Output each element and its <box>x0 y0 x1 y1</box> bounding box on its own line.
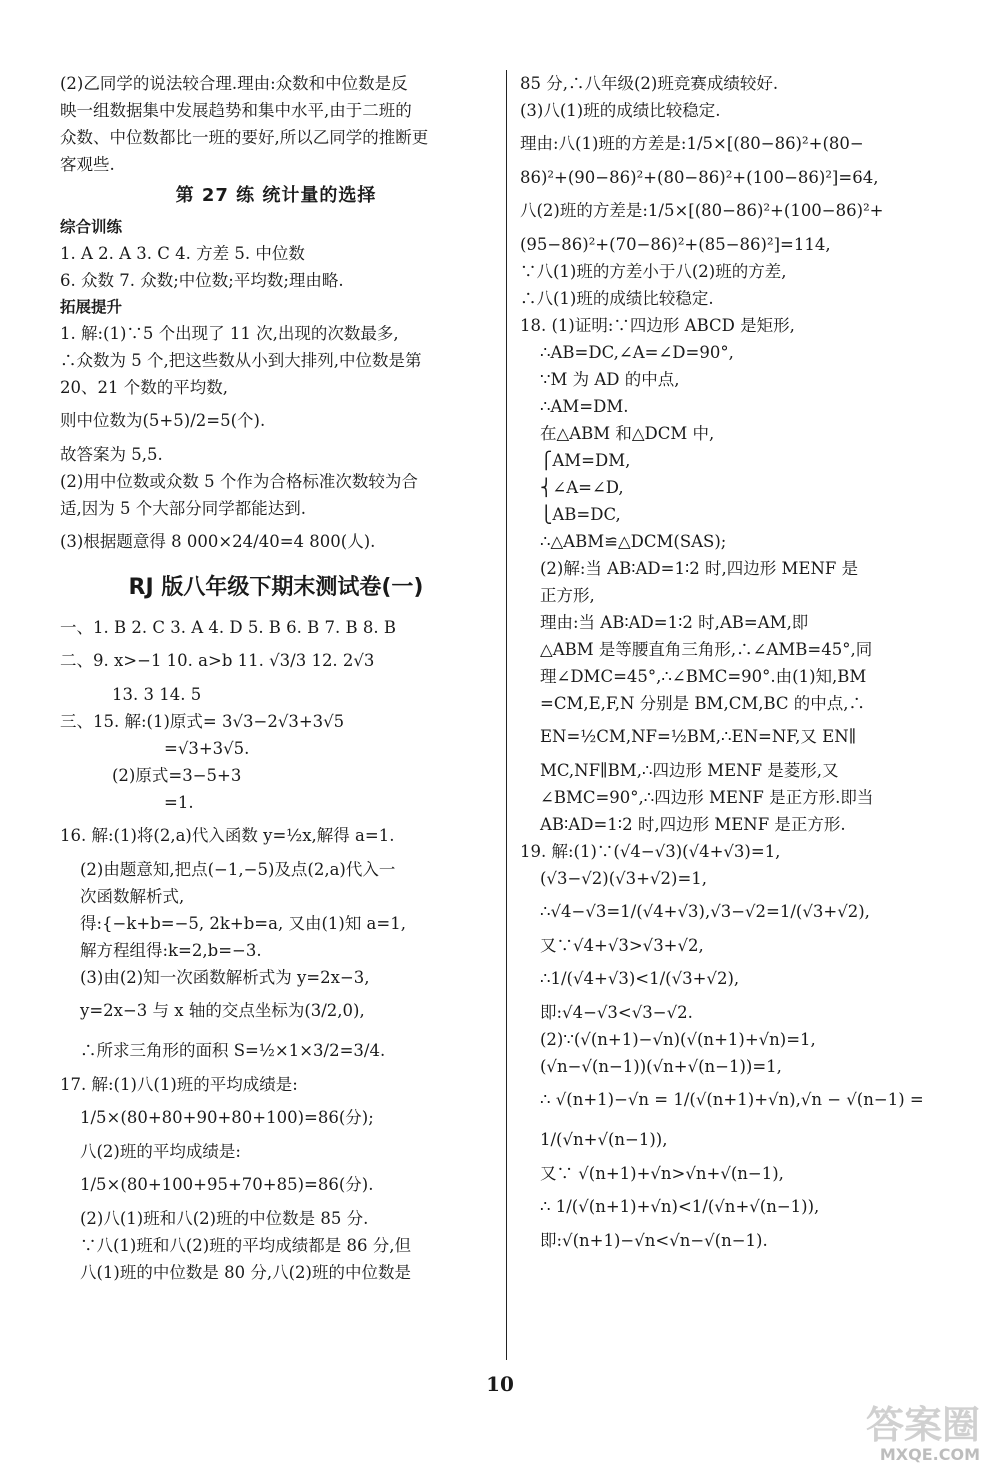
right-line: 又∵ √(n+1)+√n>√n+√(n−1), <box>540 1164 784 1183</box>
right-line: 八(2)班的方差是:1/5×[(80−86)²+(100−86)²+ <box>520 201 884 220</box>
left-line: (2)乙同学的说法较合理.理由:众数和中位数是反 <box>60 74 408 93</box>
left-column <box>60 70 492 1286</box>
right-line: 18. (1)证明:∵四边形 ABCD 是矩形, <box>520 316 795 335</box>
left-line: 17. 解:(1)八(1)班的平均成绩是: <box>60 1075 298 1094</box>
left-line: RJ 版八年级下期末测试卷(一) <box>128 575 424 600</box>
left-line: 则中位数为(5+5)/2=5(个). <box>60 411 266 430</box>
left-line: 客观些. <box>60 155 115 174</box>
right-line: ∴√4−√3=1/(√4+√3),√3−√2=1/(√3+√2), <box>540 902 870 921</box>
left-line: 20、21 个数的平均数, <box>60 378 228 397</box>
left-line: 八(1)班的中位数是 80 分,八(2)班的中位数是 <box>80 1263 411 1282</box>
right-line: 19. 解:(1)∵(√4−√3)(√4+√3)=1, <box>520 842 781 861</box>
right-line: ∵八(1)班的方差小于八(2)班的方差, <box>520 262 787 281</box>
left-line: y=2x−3 与 x 轴的交点坐标为(3/2,0), <box>80 1001 365 1020</box>
right-line: 在△ABM 和△DCM 中, <box>540 424 715 443</box>
left-line: 13. 3 14. 5 <box>112 685 202 704</box>
right-line: ∴ 1/(√(n+1)+√n)<1/(√n+√(n−1)), <box>540 1197 820 1216</box>
right-line: 1/(√n+√(n−1)), <box>540 1130 668 1149</box>
left-line: 1. 解:(1)∵5 个出现了 11 次,出现的次数最多, <box>60 324 399 343</box>
left-line: =√3+3√5. <box>164 739 250 758</box>
left-line: 1/5×(80+80+90+80+100)=86(分); <box>80 1108 374 1127</box>
right-line: EN=½CM,NF=½BM,∴EN=NF,又 EN∥ <box>540 727 857 746</box>
left-line: 1. A 2. A 3. C 4. 方差 5. 中位数 <box>60 244 305 263</box>
right-line: 即:√4−√3<√3−√2. <box>540 1003 693 1022</box>
right-line: ∵M 为 AD 的中点, <box>540 370 680 389</box>
left-line: 二、9. x>−1 10. a>b 11. √3/3 12. 2√3 <box>60 651 375 670</box>
right-line: (95−86)²+(70−86)²+(85−86)²]=114, <box>520 235 831 254</box>
right-line: 正方形, <box>540 586 595 605</box>
left-line: 故答案为 5,5. <box>60 445 163 464</box>
right-line: 即:√(n+1)−√n<√n−√(n−1). <box>540 1231 768 1250</box>
left-line: (2)八(1)班和八(2)班的中位数是 85 分. <box>80 1209 369 1228</box>
right-line: 理由:当 AB∶AD=1∶2 时,AB=AM,即 <box>540 613 809 632</box>
right-line: ∴ √(n+1)−√n = 1/(√(n+1)+√n),√n − √(n−1) = <box>540 1090 924 1109</box>
right-line: MC,NF∥BM,∴四边形 MENF 是菱形,又 <box>540 761 839 780</box>
right-line: △ABM 是等腰直角三角形,∴∠AMB=45°,同 <box>540 640 873 659</box>
left-line: ∴众数为 5 个,把这些数从小到大排列,中位数是第 <box>60 351 422 370</box>
left-line: 映一组数据集中发展趋势和集中水平,由于二班的 <box>60 101 412 120</box>
left-line: 次函数解析式, <box>80 887 185 906</box>
page-number: 10 <box>486 1372 514 1396</box>
right-line: 理由:八(1)班的方差是:1/5×[(80−86)²+(80− <box>520 134 864 153</box>
watermark-url: MXQE.COM <box>879 1445 980 1464</box>
right-line: ∴AB=DC,∠A=∠D=90°, <box>540 343 734 362</box>
right-line: 理∠DMC=45°,∴∠BMC=90°.由(1)知,BM <box>540 667 867 686</box>
right-line: 又∵√4+√3>√3+√2, <box>540 936 704 955</box>
left-line: 适,因为 5 个大部分同学都能达到. <box>60 499 306 518</box>
right-line: ⎩AB=DC, <box>540 505 621 524</box>
right-line: ⎨∠A=∠D, <box>540 478 624 497</box>
left-line: 第 27 练 统计量的选择 <box>175 185 377 206</box>
left-line: 综合训练 <box>60 218 123 236</box>
left-line: 八(2)班的平均成绩是: <box>80 1142 241 1161</box>
column-divider <box>506 70 507 1360</box>
right-line: ∴AM=DM. <box>540 397 629 416</box>
right-line: ∴1/(√4+√3)<1/(√3+√2), <box>540 969 740 988</box>
watermark-logo: 答案圈 <box>865 1403 980 1447</box>
right-line: (3)八(1)班的成绩比较稳定. <box>520 101 721 120</box>
left-line: 16. 解:(1)将(2,a)代入函数 y=½x,解得 a=1. <box>60 826 395 845</box>
right-line: ∠BMC=90°,∴四边形 MENF 是正方形.即当 <box>540 788 874 807</box>
watermark <box>850 1405 980 1467</box>
left-line: ∴所求三角形的面积 S=½×1×3/2=3/4. <box>80 1041 386 1060</box>
left-line: 拓展提升 <box>60 298 123 316</box>
left-line: (3)由(2)知一次函数解析式为 y=2x−3, <box>80 968 370 987</box>
right-line: (2)解:当 AB∶AD=1∶2 时,四边形 MENF 是 <box>540 559 859 578</box>
right-line: ⎧AM=DM, <box>540 451 631 470</box>
left-line: 一、1. B 2. C 3. A 4. D 5. B 6. B 7. B 8. B <box>60 618 397 637</box>
left-line: (3)根据题意得 8 000×24/40=4 800(人). <box>60 532 376 551</box>
left-line: (2)原式=3−5+3 <box>112 766 242 785</box>
left-line: (2)由题意知,把点(−1,−5)及点(2,a)代入一 <box>80 860 396 879</box>
right-line: (√n−√(n−1))(√n+√(n−1))=1, <box>540 1057 782 1076</box>
left-line: 6. 众数 7. 众数;中位数;平均数;理由略. <box>60 271 344 290</box>
left-line: ∵八(1)班和八(2)班的平均成绩都是 86 分,但 <box>80 1236 411 1255</box>
right-line: ∴八(1)班的成绩比较稳定. <box>520 289 714 308</box>
left-line: (2)用中位数或众数 5 个作为合格标准次数较为合 <box>60 472 418 491</box>
left-line: =1. <box>164 793 194 812</box>
left-line: 1/5×(80+100+95+70+85)=86(分). <box>80 1175 374 1194</box>
left-line: 三、15. 解:(1)原式= 3√3−2√3+3√5 <box>60 712 345 731</box>
left-line: 解方程组得:k=2,b=−3. <box>80 941 262 960</box>
right-line: ∴△ABM≌△DCM(SAS); <box>540 532 727 551</box>
right-line: (2)∵(√(n+1)−√n)(√(n+1)+√n)=1, <box>540 1030 816 1049</box>
left-line: 众数、中位数都比一班的要好,所以乙同学的推断更 <box>60 128 429 147</box>
left-line: 得:{−k+b=−5, 2k+b=a, 又由(1)知 a=1, <box>80 914 406 933</box>
right-line: =CM,E,F,N 分别是 BM,CM,BC 的中点,∴ <box>540 694 866 713</box>
right-line: (√3−√2)(√3+√2)=1, <box>540 869 708 888</box>
right-line: AB∶AD=1∶2 时,四边形 MENF 是正方形. <box>540 815 846 834</box>
right-line: 85 分,∴八年级(2)班竞赛成绩较好. <box>520 74 779 93</box>
right-line: 86)²+(90−86)²+(80−86)²+(100−86)²]=64, <box>520 168 879 187</box>
right-column <box>520 70 952 1254</box>
